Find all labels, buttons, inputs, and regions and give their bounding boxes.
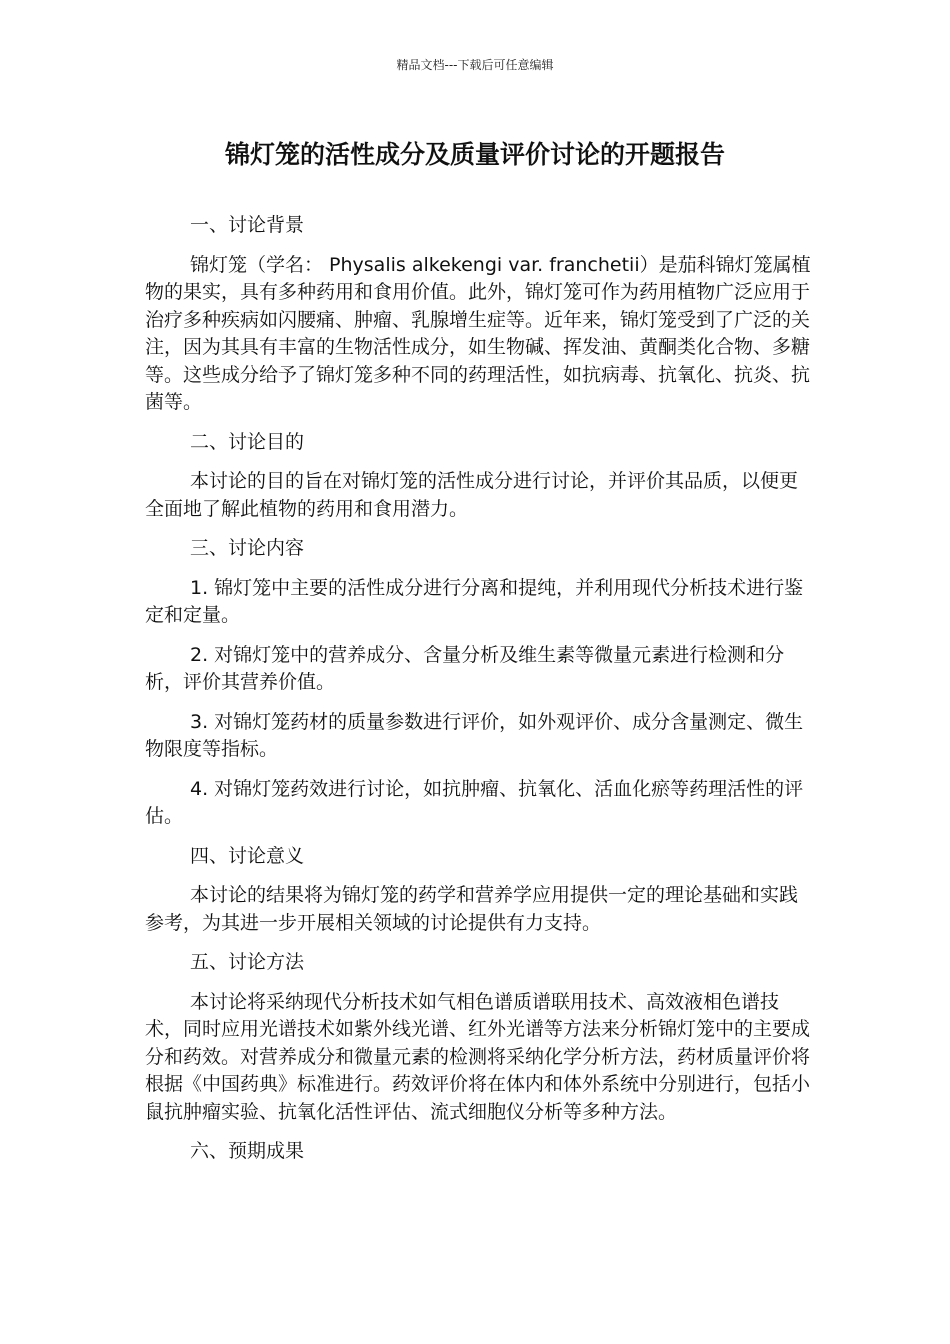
section-heading-expected-results: 六、预期成果	[190, 1140, 305, 1162]
content-item-1: 1. 锦灯笼中主要的活性成分进行分离和提纯，并利用现代分析技术进行鉴定和定量。	[145, 576, 804, 626]
background-paragraph: 锦灯笼（学名： Physalis alkekengi var. franchetii）是茄科锦灯笼属植物的果实，具有多种药用和食用价值。此外，锦灯笼可作为药用植物广泛应用于治疗多种疾病如闪腰痛、肿瘤、乳腺增生症等。近年来，锦灯笼受到了广泛的关注，因为其具有丰富的生物活性成分，如生物碱、挥发油、黄酮类化合物、多糖等。这些成分给予了锦灯笼多种不同的药理活性，如抗病毒、抗氧化、抗炎、抗菌等。	[145, 253, 811, 413]
section-heading-significance: 四、讨论意义	[190, 844, 305, 867]
section-heading-purpose: 二、讨论目的	[190, 430, 305, 453]
section-heading-background: 一、讨论背景	[190, 214, 305, 236]
methods-paragraph: 本讨论将采纳现代分析技术如气相色谱质谱联用技术、高效液相色谱技术，同时应用光谱技术如紫外线光谱、红外光谱等方法来分析锦灯笼中的主要成分和药效。对营养成分和微量元素的检测将采纳化学分析方法，药材质量评价将根据《中国药典》标准进行。药效评价将在体内和体外系统中分别进行，包括小鼠抗肿瘤实验、抗氧化活性评估、流式细胞仪分析等多种方法。	[145, 990, 811, 1123]
significance-paragraph: 本讨论的结果将为锦灯笼的药学和营养学应用提供一定的理论基础和实践参考，为其进一步开展相关领域的讨论提供有力支持。	[145, 884, 799, 934]
header-note: 精品文档---下载后可任意编辑	[396, 58, 554, 72]
document-body	[145, 212, 815, 1178]
content-item-2: 2. 对锦灯笼中的营养成分、含量分析及维生素等微量元素进行检测和分析，评价其营养价值。	[145, 643, 785, 693]
purpose-paragraph: 本讨论的目的旨在对锦灯笼的活性成分进行讨论，并评价其品质，以便更全面地了解此植物的药用和食用潜力。	[145, 470, 799, 520]
content-item-4: 4. 对锦灯笼药效进行讨论，如抗肿瘤、抗氧化、活血化瘀等药理活性的评估。	[145, 777, 804, 827]
section-heading-methods: 五、讨论方法	[190, 951, 305, 973]
section-heading-content: 三、讨论内容	[190, 537, 305, 559]
document-title: 锦灯笼的活性成分及质量评价讨论的开题报告	[224, 140, 725, 169]
content-item-3: 3. 对锦灯笼药材的质量参数进行评价，如外观评价、成分含量测定、微生物限度等指标。	[145, 710, 804, 760]
